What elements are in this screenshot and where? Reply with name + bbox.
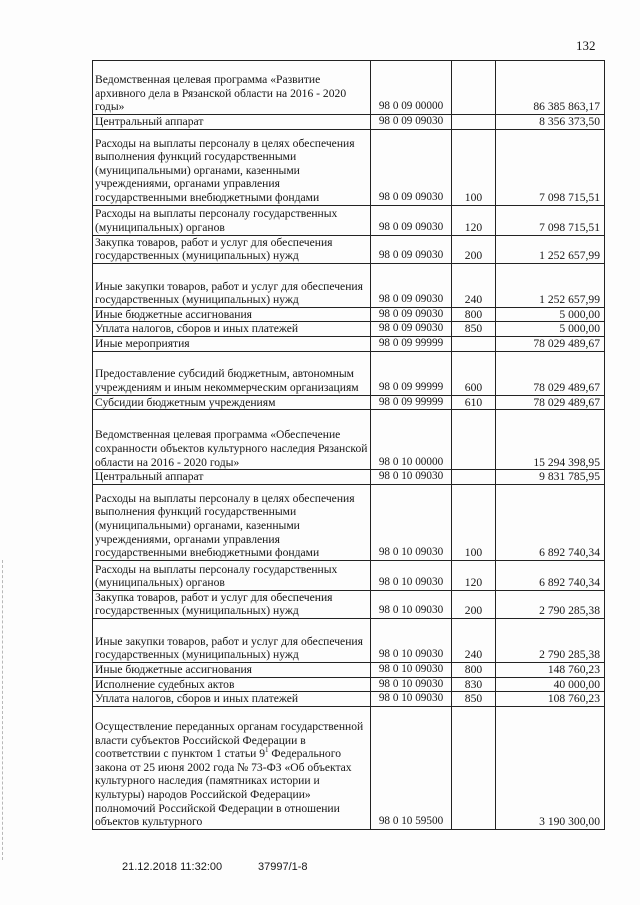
row-amount: 108 760,23 xyxy=(496,692,605,707)
row-amount: 5 000,00 xyxy=(496,307,605,322)
table-row xyxy=(93,129,605,205)
table-row xyxy=(93,307,605,322)
row-code: 98 0 10 09030 xyxy=(371,560,452,590)
row-vr xyxy=(452,115,496,130)
table-row xyxy=(93,205,605,235)
row-name: Расходы на выплаты персоналу государственных (муниципальных) органов xyxy=(93,560,371,590)
row-name xyxy=(93,706,371,829)
row-code: 98 0 10 09030 xyxy=(371,692,452,707)
row-vr xyxy=(452,336,496,351)
table-row xyxy=(93,395,605,410)
table-row xyxy=(93,470,605,485)
table-row xyxy=(93,336,605,351)
row-code: 98 0 10 09030 xyxy=(371,618,452,662)
table-row xyxy=(93,590,605,618)
table-row xyxy=(93,322,605,337)
row-vr xyxy=(452,410,496,470)
row-code: 98 0 10 09030 xyxy=(371,484,452,560)
row-amount: 15 294 398,95 xyxy=(496,410,605,470)
row-name: Ведомственная целевая программа «Развитие архивного дела в Рязанской области на 2016 - 2020 годы» xyxy=(93,61,371,115)
table-row xyxy=(93,115,605,130)
row-code: 98 0 10 09030 xyxy=(371,662,452,677)
row-amount: 9 831 785,95 xyxy=(496,470,605,485)
row-vr: 100 xyxy=(452,484,496,560)
row-amount: 2 790 285,38 xyxy=(496,590,605,618)
row-amount: 78 029 489,67 xyxy=(496,395,605,410)
row-amount: 1 252 657,99 xyxy=(496,235,605,263)
row-code: 98 0 09 09030 xyxy=(371,235,452,263)
row-name: Расходы на выплаты персоналу в целях обеспечения выполнения функций государственными (муниципальными) органами, казенными учреждениями, органами управления государственными внебюджетными фондами xyxy=(93,484,371,560)
row-amount: 86 385 863,17 xyxy=(496,61,605,115)
row-name: Иные бюджетные ассигнования xyxy=(93,307,371,322)
row-amount: 6 892 740,34 xyxy=(496,484,605,560)
row-name: Расходы на выплаты персоналу в целях обеспечения выполнения функций государственными (муниципальными) органами, казенными учреждениями, органами управления государственными внебюджетными фондами xyxy=(93,129,371,205)
footer-doc-id: 37997/1-8 xyxy=(258,861,308,873)
table-row xyxy=(93,484,605,560)
row-name: Уплата налогов, сборов и иных платежей xyxy=(93,322,371,337)
footnote-superscript: 1 xyxy=(265,746,269,755)
row-amount: 5 000,00 xyxy=(496,322,605,337)
row-name: Расходы на выплаты персоналу государственных (муниципальных) органов xyxy=(93,205,371,235)
row-code: 98 0 09 99999 xyxy=(371,395,452,410)
row-name: Исполнение судебных актов xyxy=(93,677,371,692)
row-name: Иные бюджетные ассигнования xyxy=(93,662,371,677)
table-row xyxy=(93,410,605,470)
row-code: 98 0 10 00000 xyxy=(371,410,452,470)
row-vr: 120 xyxy=(452,560,496,590)
row-vr: 830 xyxy=(452,677,496,692)
row-name: Закупка товаров, работ и услуг для обеспечения государственных (муниципальных) нужд xyxy=(93,590,371,618)
row-vr xyxy=(452,61,496,115)
row-amount: 7 098 715,51 xyxy=(496,205,605,235)
row-vr: 240 xyxy=(452,263,496,307)
row-code: 98 0 10 09030 xyxy=(371,677,452,692)
row-amount: 3 190 300,00 xyxy=(496,706,605,829)
table-row xyxy=(93,692,605,707)
row-vr: 800 xyxy=(452,662,496,677)
row-name-continuation: Федерального закона от 25 июня 2002 года № 73-ФЗ «Об объектах культурного наследия (памятниках истории и культуры) народов Российской Федерации» полномочий Российской Федерации в отношении объектов культурного xyxy=(95,747,352,829)
row-code: 98 0 09 09030 xyxy=(371,205,452,235)
row-name: Центральный аппарат xyxy=(93,115,371,130)
row-name: Субсидии бюджетным учреждениям xyxy=(93,395,371,410)
table-row xyxy=(93,662,605,677)
row-code: 98 0 09 09030 xyxy=(371,115,452,130)
row-code: 98 0 09 00000 xyxy=(371,61,452,115)
table-row xyxy=(93,706,605,829)
row-vr: 800 xyxy=(452,307,496,322)
row-code: 98 0 10 09030 xyxy=(371,590,452,618)
row-vr: 850 xyxy=(452,692,496,707)
row-name: Иные мероприятия xyxy=(93,336,371,351)
page-number: 132 xyxy=(576,38,596,53)
budget-table-body xyxy=(93,61,605,830)
row-vr xyxy=(452,470,496,485)
row-name: Центральный аппарат xyxy=(93,470,371,485)
row-code: 98 0 09 09030 xyxy=(371,307,452,322)
table-row xyxy=(93,235,605,263)
row-vr: 610 xyxy=(452,395,496,410)
row-code: 98 0 09 09030 xyxy=(371,129,452,205)
row-vr: 200 xyxy=(452,235,496,263)
row-code: 98 0 09 09030 xyxy=(371,322,452,337)
row-name: Иные закупки товаров, работ и услуг для обеспечения государственных (муниципальных) нужд xyxy=(93,618,371,662)
row-amount: 6 892 740,34 xyxy=(496,560,605,590)
table-row xyxy=(93,263,605,307)
row-vr: 240 xyxy=(452,618,496,662)
row-vr: 850 xyxy=(452,322,496,337)
row-vr xyxy=(452,706,496,829)
row-vr: 120 xyxy=(452,205,496,235)
row-vr: 200 xyxy=(452,590,496,618)
row-code: 98 0 09 09030 xyxy=(371,263,452,307)
row-code: 98 0 10 59500 xyxy=(371,706,452,829)
row-amount: 148 760,23 xyxy=(496,662,605,677)
row-name: Закупка товаров, работ и услуг для обеспечения государственных (муниципальных) нужд xyxy=(93,235,371,263)
row-vr: 100 xyxy=(452,129,496,205)
row-name-text: Осуществление переданных органам государственной власти субъектов Российской Федерации в соответствии с пунктом 1 статьи 9 xyxy=(95,719,364,761)
row-amount: 1 252 657,99 xyxy=(496,263,605,307)
row-name: Уплата налогов, сборов и иных платежей xyxy=(93,692,371,707)
row-name: Предоставление субсидий бюджетным, автономным учреждениям и иным некоммерческим организациям xyxy=(93,351,371,395)
row-code: 98 0 10 09030 xyxy=(371,470,452,485)
table-row xyxy=(93,560,605,590)
row-name: Ведомственная целевая программа «Обеспечение сохранности объектов культурного наследия Рязанской области на 2016 - 2020 годы» xyxy=(93,410,371,470)
row-amount: 8 356 373,50 xyxy=(496,115,605,130)
row-code: 98 0 09 99999 xyxy=(371,351,452,395)
table-row xyxy=(93,61,605,115)
table-row xyxy=(93,351,605,395)
row-amount: 78 029 489,67 xyxy=(496,351,605,395)
scan-edge-mark xyxy=(2,560,5,860)
table-row xyxy=(93,618,605,662)
footer-date: 21.12.2018 11:32:00 xyxy=(122,861,223,873)
row-amount: 2 790 285,38 xyxy=(496,618,605,662)
row-name: Иные закупки товаров, работ и услуг для обеспечения государственных (муниципальных) нужд xyxy=(93,263,371,307)
table-row xyxy=(93,677,605,692)
row-amount: 40 000,00 xyxy=(496,677,605,692)
row-vr: 600 xyxy=(452,351,496,395)
budget-table xyxy=(92,60,605,830)
row-code: 98 0 09 99999 xyxy=(371,336,452,351)
row-amount: 7 098 715,51 xyxy=(496,129,605,205)
row-amount: 78 029 489,67 xyxy=(496,336,605,351)
